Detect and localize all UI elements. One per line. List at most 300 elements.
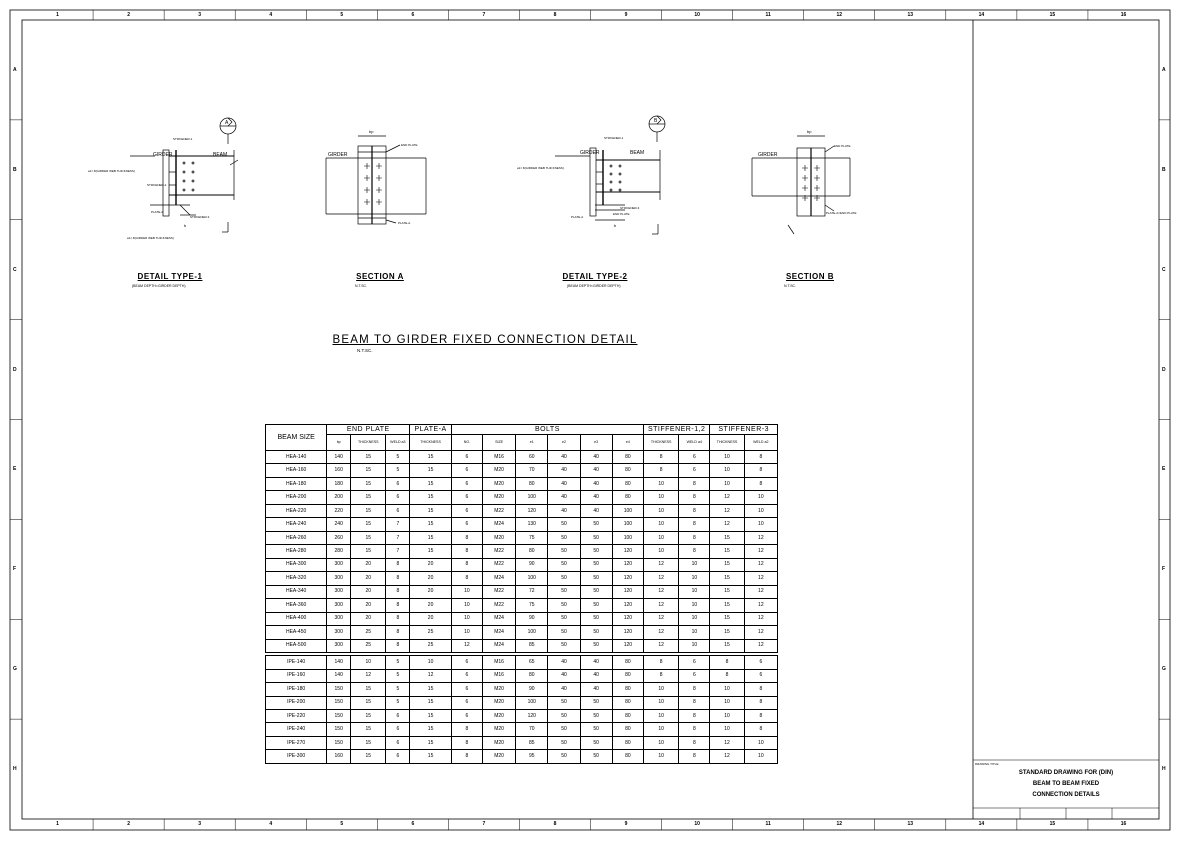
table-cell: 15 xyxy=(351,710,386,723)
table-cell: 300 xyxy=(327,626,351,639)
table-cell: 8 xyxy=(744,464,777,477)
sub-header-1: THICKNESS xyxy=(351,435,386,451)
table-cell: 15 xyxy=(410,723,452,736)
label-stiffener-3a: STIFFENER-3 xyxy=(190,215,210,219)
table-cell: 5 xyxy=(386,464,410,477)
table-cell: 150 xyxy=(327,710,351,723)
table-cell: 40 xyxy=(580,656,612,669)
table-cell: 8 xyxy=(386,558,410,571)
table-cell: 8 xyxy=(710,656,744,669)
ruler-col-top-16: 16 xyxy=(1120,12,1127,18)
detail-type-2-title: DETAIL TYPE-2 xyxy=(562,272,628,281)
table-cell: 72 xyxy=(516,585,548,598)
table-cell: 8 xyxy=(386,599,410,612)
table-cell: 8 xyxy=(744,683,777,696)
table-cell: 12 xyxy=(351,669,386,682)
table-cell: 50 xyxy=(580,696,612,709)
table-cell: 6 xyxy=(679,656,710,669)
ruler-col-bottom-8: 8 xyxy=(553,821,557,827)
table-row xyxy=(266,558,778,571)
table-row xyxy=(266,477,778,490)
table-cell: 50 xyxy=(548,626,580,639)
table-cell: 300 xyxy=(327,572,351,585)
table-cell: M22 xyxy=(482,599,515,612)
table-cell: 20 xyxy=(351,572,386,585)
sub-header-3: THICKNESS xyxy=(410,435,452,451)
sub-header-5: SIZE xyxy=(482,435,515,451)
label-a1-note-1: a1=.8(GIRDER WEB THICKNESS) xyxy=(88,169,135,173)
ruler-row-left-D: D xyxy=(13,366,17,373)
table-cell: 15 xyxy=(410,504,452,517)
table-cell: 50 xyxy=(580,710,612,723)
table-cell: 70 xyxy=(516,464,548,477)
table-cell: 80 xyxy=(516,669,548,682)
table-cell: 6 xyxy=(386,736,410,749)
table-cell: 8 xyxy=(386,612,410,625)
table-cell: 50 xyxy=(548,696,580,709)
table-cell: 15 xyxy=(410,736,452,749)
table-cell: 8 xyxy=(744,451,777,464)
table-cell: 80 xyxy=(612,710,643,723)
label-b-2: b xyxy=(614,223,617,228)
table-cell: 15 xyxy=(351,696,386,709)
label-a1-note-2: a1=.8(GIRDER WEB THICKNESS) xyxy=(127,236,174,240)
table-cell: 8 xyxy=(744,710,777,723)
table-cell: 15 xyxy=(710,639,744,652)
table-cell: 15 xyxy=(410,531,452,544)
table-cell: 7 xyxy=(386,518,410,531)
table-cell: 15 xyxy=(351,531,386,544)
connection-table xyxy=(265,424,778,764)
ruler-col-bottom-10: 10 xyxy=(694,821,700,827)
ruler-col-bottom-5: 5 xyxy=(340,821,344,827)
detail-type-1-subtitle: (BEAM DEPTH=GIRDER DEPTH) xyxy=(132,284,186,288)
beam-size-cell: HEA-360 xyxy=(266,599,327,612)
table-cell: 8 xyxy=(679,750,710,764)
table-cell: 12 xyxy=(744,585,777,598)
table-cell: 130 xyxy=(516,518,548,531)
table-cell: 6 xyxy=(386,710,410,723)
table-cell: 60 xyxy=(516,451,548,464)
table-cell: 120 xyxy=(612,585,643,598)
table-cell: 8 xyxy=(744,723,777,736)
table-cell: M20 xyxy=(482,491,515,504)
table-cell: 40 xyxy=(548,656,580,669)
section-b-subtitle: N.T.SC. xyxy=(784,284,797,288)
table-cell: 150 xyxy=(327,696,351,709)
table-cell: 8 xyxy=(451,750,482,764)
table-cell: 15 xyxy=(351,451,386,464)
table-cell: 10 xyxy=(679,612,710,625)
ruler-col-bottom-7: 7 xyxy=(482,821,486,827)
table-cell: 100 xyxy=(612,531,643,544)
ruler-col-top-15: 15 xyxy=(1049,12,1056,18)
sub-header-0: bp xyxy=(327,435,351,451)
ruler-row-right-A: A xyxy=(1162,66,1166,73)
table-cell: 10 xyxy=(710,683,744,696)
table-cell: 20 xyxy=(351,599,386,612)
table-cell: 10 xyxy=(643,736,678,749)
table-cell: 10 xyxy=(679,585,710,598)
table-cell: 6 xyxy=(451,504,482,517)
table-cell: 85 xyxy=(516,639,548,652)
table-cell: 120 xyxy=(612,612,643,625)
label-plate-a-1: PLATE-A xyxy=(151,210,164,214)
table-cell: 8 xyxy=(451,531,482,544)
ruler-row-right-H: H xyxy=(1162,766,1166,773)
table-cell: 80 xyxy=(612,723,643,736)
table-cell: 10 xyxy=(643,723,678,736)
table-cell: 120 xyxy=(612,599,643,612)
main-title-subtitle: N.T.SC. xyxy=(357,348,373,353)
table-row xyxy=(266,683,778,696)
table-cell: 6 xyxy=(386,491,410,504)
label-a1-note-3: a1=.8(GIRDER WEB THICKNESS) xyxy=(517,166,564,170)
label-b-1: b xyxy=(184,223,187,228)
section-a-title: SECTION A xyxy=(356,272,404,281)
table-cell: 6 xyxy=(744,656,777,669)
table-cell: 8 xyxy=(386,572,410,585)
section-b-title: SECTION B xyxy=(785,272,835,281)
table-cell: 10 xyxy=(643,477,678,490)
table-cell: 300 xyxy=(327,558,351,571)
beam-size-cell: IPE-240 xyxy=(266,723,327,736)
table-cell: 80 xyxy=(516,477,548,490)
table-cell: 15 xyxy=(710,612,744,625)
table-cell: 15 xyxy=(351,545,386,558)
beam-size-cell: HEA-450 xyxy=(266,626,327,639)
table-cell: 10 xyxy=(710,464,744,477)
table-cell: 8 xyxy=(679,736,710,749)
table-cell: 140 xyxy=(327,669,351,682)
table-cell: 120 xyxy=(612,558,643,571)
section-a-drawing xyxy=(326,136,426,224)
ruler-col-top-5: 5 xyxy=(340,12,344,18)
table-cell: 10 xyxy=(410,656,452,669)
table-cell: 6 xyxy=(679,451,710,464)
ruler-col-top-6: 6 xyxy=(411,12,415,18)
sub-header-4: NO. xyxy=(451,435,482,451)
table-cell: 6 xyxy=(386,504,410,517)
ruler-row-left-E: E xyxy=(13,466,17,473)
ruler-col-top-11: 11 xyxy=(765,12,771,18)
table-cell: 8 xyxy=(679,491,710,504)
ruler-col-bottom-13: 13 xyxy=(907,821,914,827)
table-cell: 5 xyxy=(386,669,410,682)
table-cell: 6 xyxy=(451,451,482,464)
table-row xyxy=(266,710,778,723)
table-cell: 15 xyxy=(410,696,452,709)
beam-size-cell: HEA-160 xyxy=(266,464,327,477)
table-cell: 15 xyxy=(351,736,386,749)
table-cell: 70 xyxy=(516,723,548,736)
table-cell: 50 xyxy=(548,558,580,571)
table-cell: 25 xyxy=(351,626,386,639)
table-cell: 50 xyxy=(548,585,580,598)
table-cell: 50 xyxy=(548,639,580,652)
table-cell: 6 xyxy=(451,656,482,669)
label-stiffener-3b: STIFFENER-3 xyxy=(620,206,640,210)
ruler-col-bottom-9: 9 xyxy=(624,821,628,827)
table-row xyxy=(266,669,778,682)
table-cell: 12 xyxy=(744,531,777,544)
table-cell: 10 xyxy=(643,750,678,764)
table-cell: 8 xyxy=(679,545,710,558)
table-cell: 8 xyxy=(679,504,710,517)
table-cell: 80 xyxy=(612,669,643,682)
table-cell: 15 xyxy=(410,750,452,764)
table-cell: 15 xyxy=(351,683,386,696)
label-bp-2: bp xyxy=(807,129,812,134)
sub-header-12: THICKNESS xyxy=(710,435,744,451)
table-cell: 120 xyxy=(612,545,643,558)
table-cell: 15 xyxy=(710,585,744,598)
table-cell: M20 xyxy=(482,710,515,723)
table-cell: 200 xyxy=(327,491,351,504)
table-cell: 8 xyxy=(451,736,482,749)
header-stiffener-3: STIFFENER-3 xyxy=(710,425,778,435)
label-beam-1: BEAM xyxy=(213,152,228,158)
table-cell: M24 xyxy=(482,639,515,652)
table-row xyxy=(266,518,778,531)
label-end-plate-2: END PLATE xyxy=(613,212,630,216)
table-row xyxy=(266,451,778,464)
beam-size-cell: HEA-280 xyxy=(266,545,327,558)
table-cell: M22 xyxy=(482,504,515,517)
table-cell: 50 xyxy=(548,612,580,625)
beam-size-cell: HEA-140 xyxy=(266,451,327,464)
ruler-row-right-G: G xyxy=(1162,666,1166,673)
table-cell: 300 xyxy=(327,599,351,612)
table-cell: 15 xyxy=(351,464,386,477)
table-cell: 6 xyxy=(451,710,482,723)
main-title xyxy=(300,330,670,353)
table-cell: 100 xyxy=(612,504,643,517)
table-cell: 12 xyxy=(710,736,744,749)
label-bp-1: bp xyxy=(369,129,374,134)
table-body xyxy=(266,451,778,764)
table-cell: 150 xyxy=(327,736,351,749)
table-cell: 20 xyxy=(410,558,452,571)
beam-size-cell: IPE-270 xyxy=(266,736,327,749)
table-cell: 75 xyxy=(516,599,548,612)
label-girder-2: GIRDER xyxy=(328,152,348,158)
table-cell: 50 xyxy=(548,750,580,764)
sub-header-7: e2 xyxy=(548,435,580,451)
table-cell: 50 xyxy=(548,736,580,749)
table-cell: 8 xyxy=(679,518,710,531)
table-cell: 80 xyxy=(612,656,643,669)
table-cell: 90 xyxy=(516,558,548,571)
table-cell: 10 xyxy=(643,710,678,723)
table-cell: 80 xyxy=(612,477,643,490)
table-cell: 65 xyxy=(516,656,548,669)
table-cell: 6 xyxy=(451,518,482,531)
table-cell: M20 xyxy=(482,477,515,490)
table-row xyxy=(266,464,778,477)
beam-size-cell: HEA-400 xyxy=(266,612,327,625)
table-cell: 20 xyxy=(410,612,452,625)
table-cell: 40 xyxy=(580,451,612,464)
table-cell: M20 xyxy=(482,531,515,544)
ruler-col-top-8: 8 xyxy=(553,12,557,18)
label-beam-2: BEAM xyxy=(630,150,645,156)
table-cell: 8 xyxy=(386,626,410,639)
table-cell: 10 xyxy=(643,545,678,558)
table-cell: M22 xyxy=(482,585,515,598)
table-row xyxy=(266,599,778,612)
table-cell: 40 xyxy=(548,669,580,682)
beam-size-cell: HEA-200 xyxy=(266,491,327,504)
table-cell: 8 xyxy=(643,656,678,669)
table-cell: 40 xyxy=(580,491,612,504)
table-cell: M20 xyxy=(482,750,515,764)
ruler-col-top-10: 10 xyxy=(694,12,700,18)
table-cell: 10 xyxy=(710,710,744,723)
table-cell: 6 xyxy=(679,464,710,477)
table-cell: 8 xyxy=(679,696,710,709)
header-plate-a: PLATE-A xyxy=(410,425,452,435)
table-cell: 40 xyxy=(580,477,612,490)
title-block xyxy=(973,760,1159,819)
table-cell: 50 xyxy=(548,710,580,723)
table-row xyxy=(266,491,778,504)
ruler-row-left-G: G xyxy=(13,666,17,673)
header-stiffener-12: STIFFENER-1,2 xyxy=(643,425,709,435)
table-cell: 12 xyxy=(643,626,678,639)
label-girder-1: GIRDER xyxy=(153,152,173,158)
table-cell: 12 xyxy=(744,545,777,558)
table-cell: 6 xyxy=(451,491,482,504)
table-cell: 10 xyxy=(744,491,777,504)
table-cell: 80 xyxy=(612,750,643,764)
ruler-row-right-F: F xyxy=(1162,566,1166,573)
table-cell: 12 xyxy=(643,585,678,598)
table-cell: 80 xyxy=(612,736,643,749)
table-cell: 140 xyxy=(327,656,351,669)
table-row xyxy=(266,612,778,625)
beam-size-cell: HEA-220 xyxy=(266,504,327,517)
table-cell: 12 xyxy=(451,639,482,652)
sub-header-2: WELD a3 xyxy=(386,435,410,451)
beam-size-cell: HEA-300 xyxy=(266,558,327,571)
table-cell: 15 xyxy=(351,750,386,764)
table-cell: 15 xyxy=(410,451,452,464)
table-cell: 25 xyxy=(351,639,386,652)
ruler-row-left-C: C xyxy=(13,266,17,273)
table-cell: 100 xyxy=(612,518,643,531)
table-cell: 15 xyxy=(351,723,386,736)
table-cell: 50 xyxy=(548,518,580,531)
table-cell: 15 xyxy=(410,518,452,531)
table-cell: 12 xyxy=(744,626,777,639)
table-cell: 100 xyxy=(516,696,548,709)
ruler-col-top-13: 13 xyxy=(907,12,914,18)
table-cell: 50 xyxy=(580,612,612,625)
table-cell: 40 xyxy=(548,504,580,517)
table-cell: 8 xyxy=(643,669,678,682)
table-cell: 140 xyxy=(327,451,351,464)
table-cell: 50 xyxy=(548,723,580,736)
table-cell: 12 xyxy=(744,599,777,612)
table-cell: 15 xyxy=(710,626,744,639)
beam-size-cell: IPE-220 xyxy=(266,710,327,723)
ruler-col-bottom-4: 4 xyxy=(269,821,273,827)
ruler-col-bottom-14: 14 xyxy=(978,821,985,827)
table-cell: M20 xyxy=(482,683,515,696)
table-cell: 12 xyxy=(710,750,744,764)
table-cell: 10 xyxy=(679,572,710,585)
table-cell: 50 xyxy=(580,599,612,612)
table-cell: 50 xyxy=(580,585,612,598)
ruler-col-top-9: 9 xyxy=(624,12,628,18)
table-cell: M24 xyxy=(482,518,515,531)
table-cell: 20 xyxy=(351,558,386,571)
table-cell: 15 xyxy=(351,491,386,504)
table-cell: 240 xyxy=(327,518,351,531)
table-row xyxy=(266,639,778,652)
table-cell: 80 xyxy=(612,696,643,709)
table-cell: 5 xyxy=(386,683,410,696)
table-cell: 40 xyxy=(548,491,580,504)
table-cell: 6 xyxy=(451,669,482,682)
table-cell: 100 xyxy=(516,491,548,504)
title-block-label: DRAWING TITLE: xyxy=(975,762,1000,766)
header-bolts: BOLTS xyxy=(451,425,643,435)
table-cell: 8 xyxy=(386,639,410,652)
table-cell: 80 xyxy=(612,491,643,504)
table-cell: 15 xyxy=(710,545,744,558)
table-cell: 50 xyxy=(548,531,580,544)
table-cell: 5 xyxy=(386,451,410,464)
ruler-col-bottom-1: 1 xyxy=(56,821,59,827)
table-cell: 12 xyxy=(710,491,744,504)
table-cell: 5 xyxy=(386,656,410,669)
table-cell: 10 xyxy=(710,696,744,709)
table-cell: 10 xyxy=(710,723,744,736)
table-cell: 25 xyxy=(410,639,452,652)
table-cell: 8 xyxy=(451,545,482,558)
ruler-row-left-H: H xyxy=(13,766,17,773)
table-cell: 260 xyxy=(327,531,351,544)
table-cell: 6 xyxy=(451,696,482,709)
detail-type-2-subtitle: (BEAM DEPTH<GIRDER DEPTH) xyxy=(567,284,621,288)
table-cell: 40 xyxy=(580,504,612,517)
table-cell: 15 xyxy=(351,518,386,531)
table-cell: 95 xyxy=(516,750,548,764)
table-cell: 8 xyxy=(710,669,744,682)
table-cell: 50 xyxy=(548,572,580,585)
label-end-plate-1: END PLATE xyxy=(401,143,418,147)
header-beam-size: BEAM SIZE xyxy=(266,425,327,451)
table-cell: 8 xyxy=(679,477,710,490)
section-a-subtitle: N.T.SC. xyxy=(355,284,368,288)
table-cell: 7 xyxy=(386,531,410,544)
table-cell: M20 xyxy=(482,723,515,736)
label-girder-3: GIRDER xyxy=(580,150,600,156)
table-cell: 280 xyxy=(327,545,351,558)
table-cell: 10 xyxy=(679,639,710,652)
table-cell: 100 xyxy=(516,572,548,585)
detail-type-1-drawing xyxy=(130,118,238,232)
title-block-line-3: CONNECTION DETAILS xyxy=(1032,792,1100,798)
table-cell: 12 xyxy=(744,639,777,652)
table-cell: 50 xyxy=(580,572,612,585)
table-cell: 7 xyxy=(386,545,410,558)
table-cell: 40 xyxy=(548,477,580,490)
table-cell: 10 xyxy=(451,626,482,639)
label-end-plate-3: END PLATE xyxy=(834,144,851,148)
